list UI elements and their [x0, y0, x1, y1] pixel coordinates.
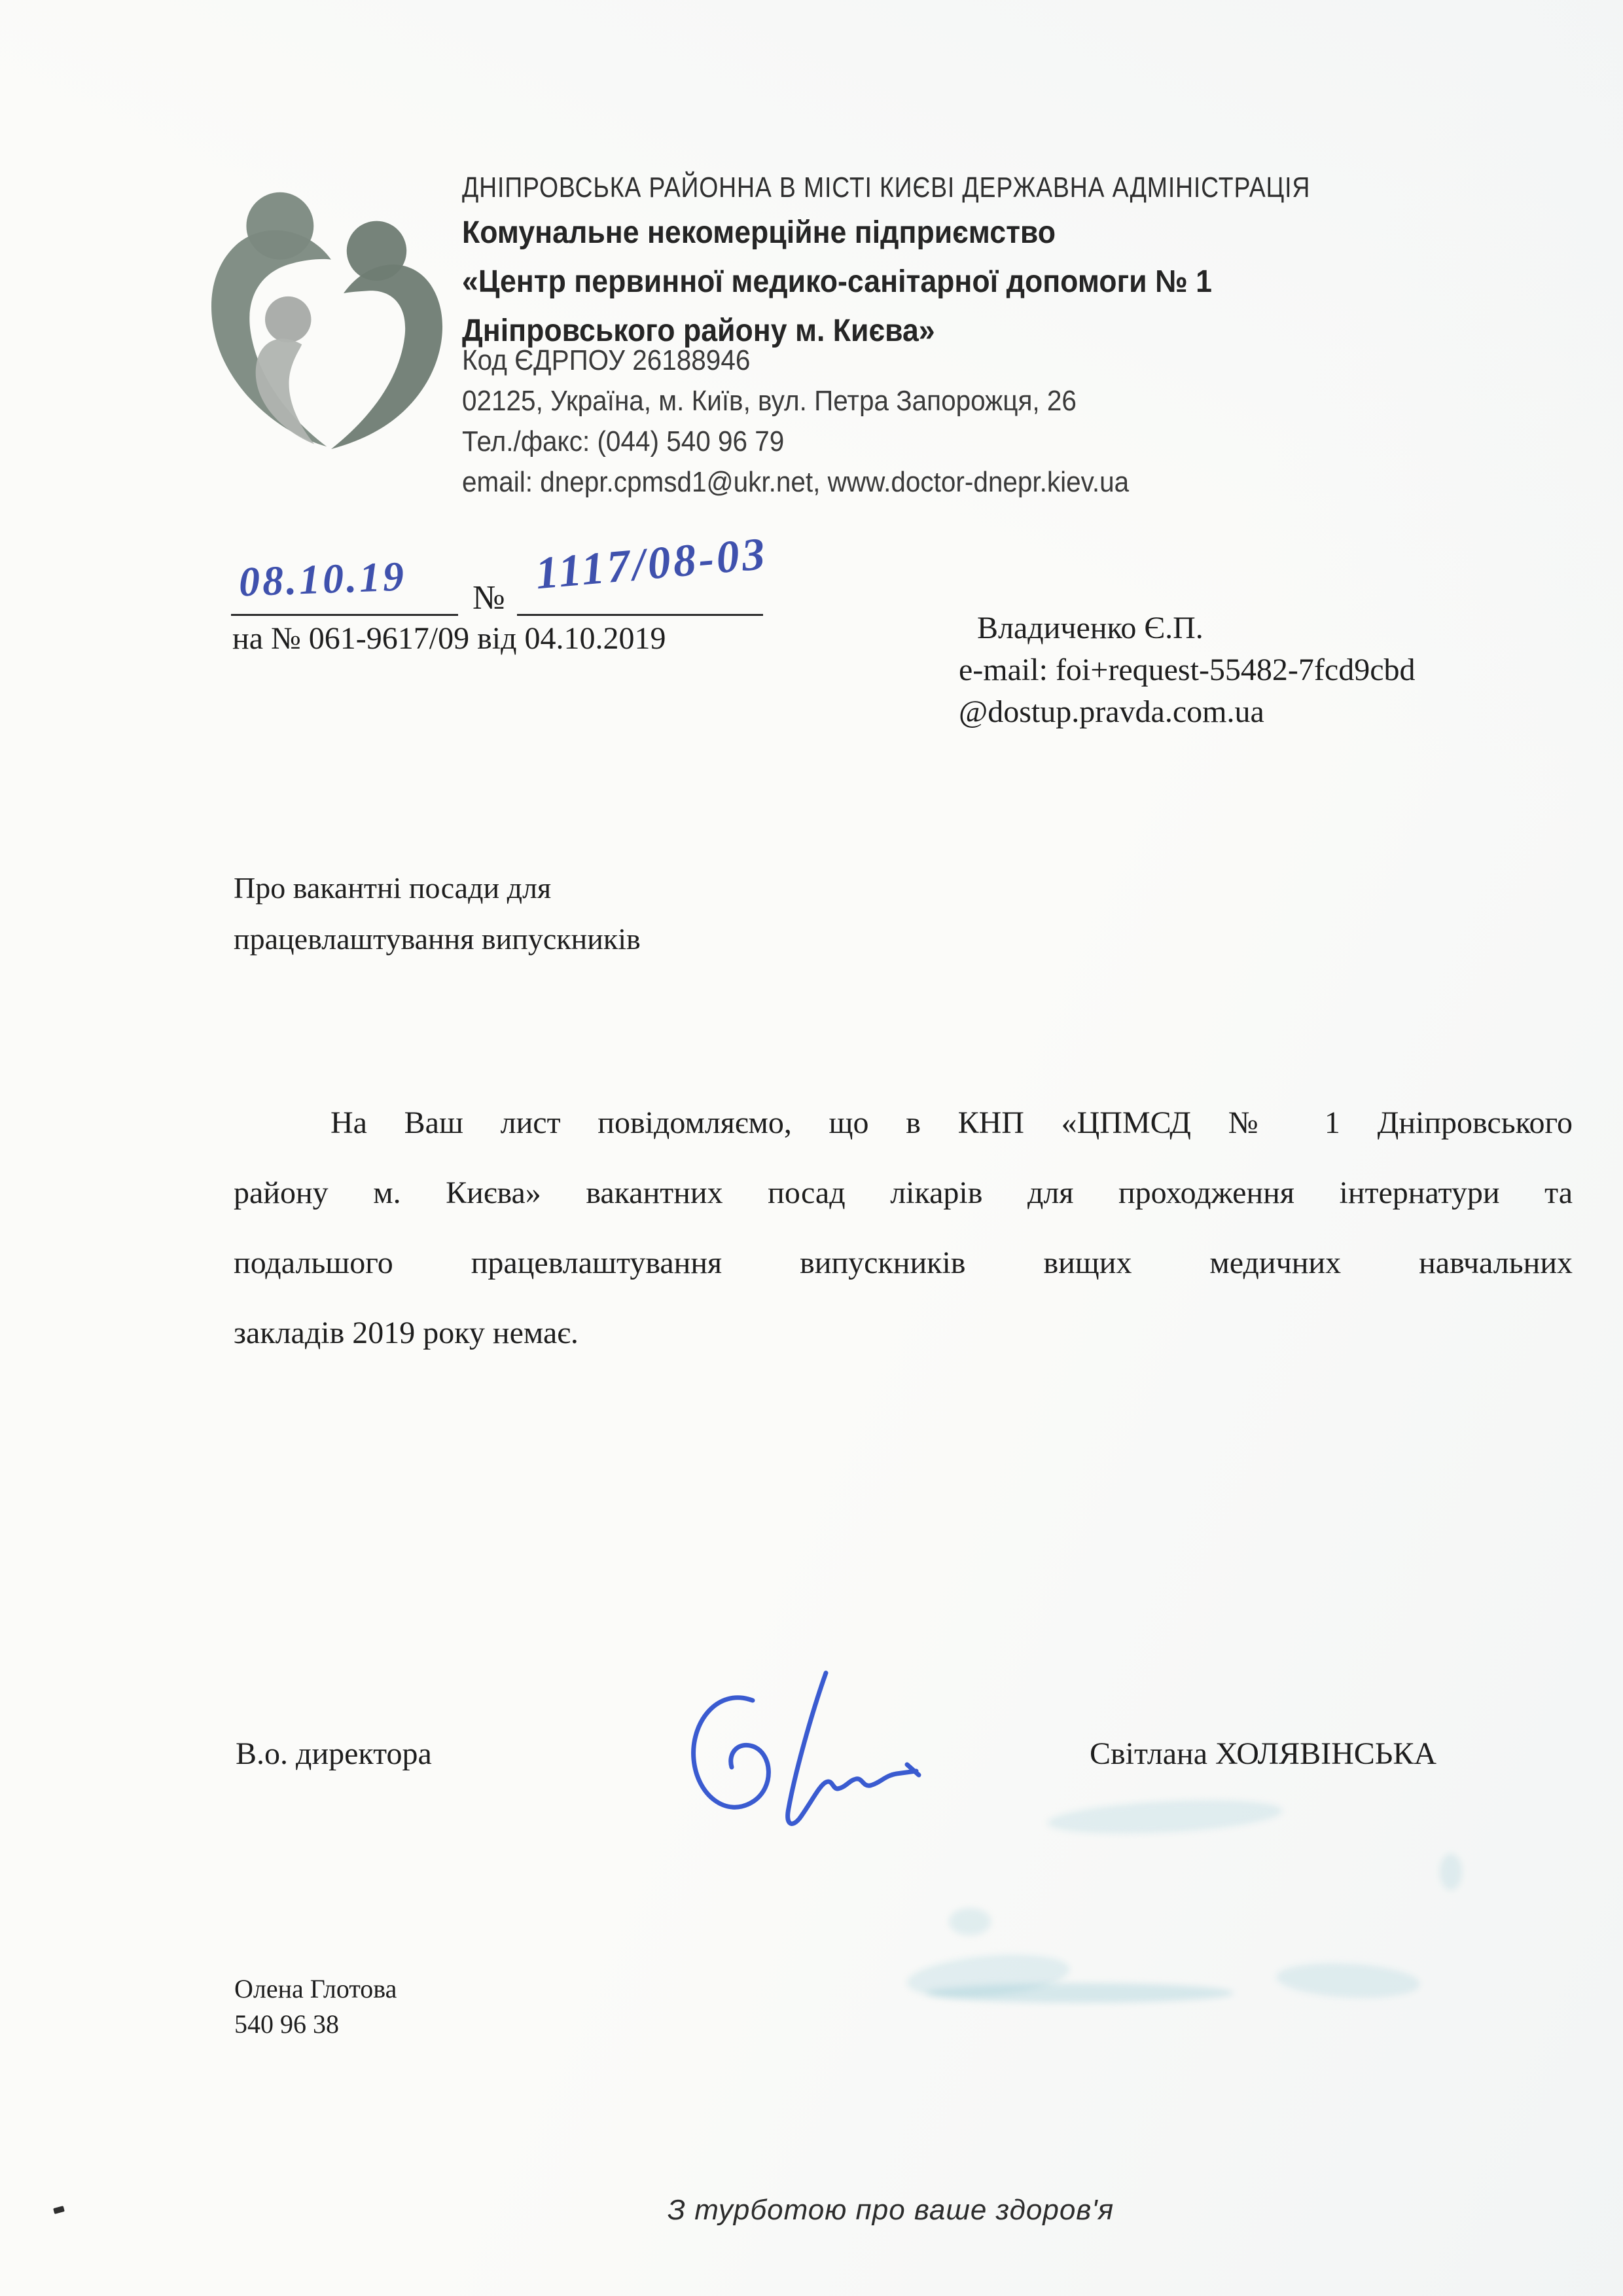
subject-line-1: Про вакантні посади для — [234, 871, 552, 905]
footer-slogan: З турботою про ваше здоров'я — [668, 2194, 1115, 2226]
number-underline — [517, 614, 763, 616]
ink-ghost-mark — [949, 1908, 991, 1935]
logo-parent-right-body — [331, 264, 442, 449]
handwritten-outgoing-number: 1117/08-03 — [533, 528, 770, 600]
recipient-email-line-1: e-mail: foi+request-55482-7fcd9cbd — [959, 653, 1416, 687]
org-line-2: «Центр первинної медико-санітарної допомоги № 1 — [462, 264, 1212, 299]
reply-reference-line: на № 061-9617/09 від 04.10.2019 — [232, 621, 666, 656]
body-line-2: району м. Києва» вакантних посад лікарів для проходження інтернатури та — [234, 1175, 1573, 1210]
logo-parent-left-body — [211, 230, 331, 446]
contact-address: 02125, Україна, м. Київ, вул. Петра Запорожця, 26 — [462, 385, 1077, 417]
header-administration-line: ДНІПРОВСЬКА РАЙОННА В МІСТІ КИЄВІ ДЕРЖАВНА АДМІНІСТРАЦІЯ — [462, 171, 1311, 204]
recipient-email-line-2: @dostup.pravda.com.ua — [959, 694, 1264, 729]
body-paragraph — [234, 1088, 1573, 1368]
family-heart-logo — [187, 165, 448, 489]
executor-name: Олена Глотова — [234, 1974, 397, 2003]
header-org-block — [462, 208, 1268, 355]
contact-email-web: email: dnepr.cpmsd1@ukr.net, www.doctor-dnepr.kiev.ua — [462, 466, 1130, 498]
header-contact-block — [462, 340, 1187, 503]
body-line-1: На Ваш лист повідомляємо, що в КНП «ЦПМСД № 1 Дніпровського — [330, 1105, 1573, 1140]
body-line-4: закладів 2019 року немає. — [234, 1316, 579, 1350]
logo-child-body — [256, 339, 315, 444]
recipient-block — [959, 607, 1416, 733]
handwritten-outgoing-date: 08.10.19 — [238, 552, 408, 605]
executor-block — [234, 1971, 397, 2042]
org-line-1: Комунальне некомерційне підприємство — [462, 215, 1056, 250]
executor-phone: 540 96 38 — [234, 2009, 339, 2039]
subject-line-2: працевлаштування випускників — [234, 922, 641, 956]
logo-child-head — [265, 296, 311, 342]
date-underline — [231, 614, 458, 616]
signer-name: Світлана ХОЛЯВІНСЬКА — [1090, 1736, 1437, 1771]
ink-ghost-mark — [1440, 1854, 1462, 1890]
ink-ghost-mark — [926, 1983, 1234, 2003]
handwritten-signature — [654, 1661, 929, 1844]
contact-edrpou: Код ЄДРПОУ 26188946 — [462, 344, 751, 376]
subject-block — [234, 863, 641, 965]
signer-title: В.о. директора — [236, 1736, 432, 1771]
scan-speck — [53, 2206, 65, 2214]
contact-phone: Тел./факс: (044) 540 96 79 — [462, 425, 785, 457]
org-line-3: Дніпровського району м. Києва» — [462, 314, 935, 348]
number-sign: № — [473, 579, 505, 617]
recipient-name: Владиченко Є.П. — [977, 611, 1204, 645]
body-line-3: подальшого працевлаштування випускників вищих медичних навчальних — [234, 1246, 1573, 1280]
ink-ghost-mark — [1046, 1795, 1283, 1839]
ink-ghost-mark — [1275, 1960, 1421, 2001]
